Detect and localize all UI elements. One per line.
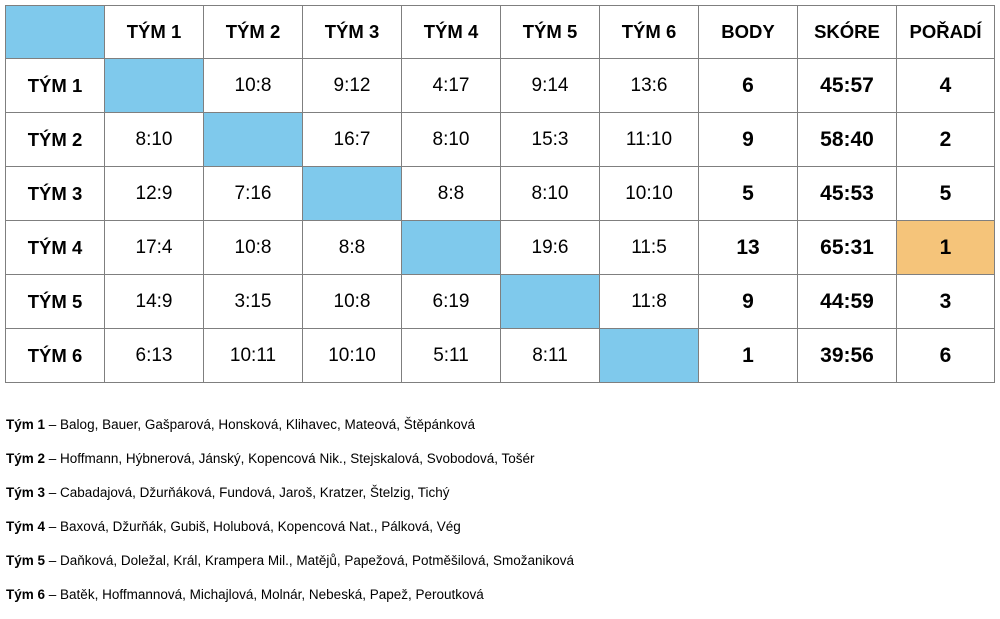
- match-result-cell: 10:10: [600, 167, 699, 221]
- roster-members: Baxová, Džurňák, Gubiš, Holubová, Kopencová Nat., Pálková, Vég: [60, 519, 461, 534]
- roster-members: Cabadajová, Džurňáková, Fundová, Jaroš, Kratzer, Štelzig, Tichý: [60, 485, 450, 500]
- match-result-cell: 9:14: [501, 59, 600, 113]
- roster-members: Batěk, Hoffmannová, Michajlová, Molnár, Nebeská, Papež, Peroutková: [60, 587, 484, 602]
- match-result-cell: 12:9: [105, 167, 204, 221]
- match-result-cell: 7:16: [204, 167, 303, 221]
- row-header: TÝM 6: [6, 329, 105, 383]
- roster-line: Tým 1 – Balog, Bauer, Gašparová, Honsková, Klihavec, Mateová, Štěpánková: [6, 417, 476, 432]
- table-row: [6, 221, 995, 275]
- roster-team-name: Tým 4: [6, 519, 46, 534]
- points-cell: 6: [699, 59, 798, 113]
- rank-cell: 5: [897, 167, 995, 221]
- table-row: [6, 113, 995, 167]
- match-result-cell: 6:19: [402, 275, 501, 329]
- rank-cell-winner: 1: [897, 221, 995, 275]
- rank-cell: 3: [897, 275, 995, 329]
- roster-team-name: Tým 2: [6, 451, 46, 466]
- score-cell: 44:59: [798, 275, 897, 329]
- column-header: TÝM 5: [501, 6, 600, 59]
- score-cell: 45:57: [798, 59, 897, 113]
- roster-line: Tým 5 – Daňková, Doležal, Král, Krampera Mil., Matějů, Papežová, Potměšilová, Smožaniková: [6, 553, 575, 568]
- match-result-cell: 9:12: [303, 59, 402, 113]
- match-result-cell: 14:9: [105, 275, 204, 329]
- match-result-cell: 10:8: [204, 221, 303, 275]
- roster-line: Tým 2 – Hoffmann, Hýbnerová, Jánský, Kopencová Nik., Stejskalová, Svobodová, Tošér: [6, 451, 535, 466]
- row-header: TÝM 4: [6, 221, 105, 275]
- roster-members: Hoffmann, Hýbnerová, Jánský, Kopencová Nik., Stejskalová, Svobodová, Tošér: [60, 451, 535, 466]
- column-header: TÝM 2: [204, 6, 303, 59]
- diagonal-cell: [402, 221, 501, 275]
- roster-team-name: Tým 6: [6, 587, 46, 602]
- match-result-cell: 8:10: [501, 167, 600, 221]
- score-cell: 39:56: [798, 329, 897, 383]
- score-cell: 58:40: [798, 113, 897, 167]
- column-header: TÝM 6: [600, 6, 699, 59]
- roster-team-name: Tým 3: [6, 485, 46, 500]
- diagonal-cell: [501, 275, 600, 329]
- roster-line: Tým 6 – Batěk, Hoffmannová, Michajlová, Molnár, Nebeská, Papež, Peroutková: [6, 587, 484, 602]
- match-result-cell: 10:10: [303, 329, 402, 383]
- team-rosters: [6, 415, 996, 619]
- roster-members: Balog, Bauer, Gašparová, Honsková, Klihavec, Mateová, Štěpánková: [60, 417, 476, 432]
- column-header: TÝM 3: [303, 6, 402, 59]
- match-result-cell: 8:8: [402, 167, 501, 221]
- diagonal-cell: [600, 329, 699, 383]
- roster-team-name: Tým 5: [6, 553, 46, 568]
- match-result-cell: 5:11: [402, 329, 501, 383]
- rank-cell: 2: [897, 113, 995, 167]
- table-row: [6, 275, 995, 329]
- roster-line: Tým 4 – Baxová, Džurňák, Gubiš, Holubová, Kopencová Nat., Pálková, Vég: [6, 519, 461, 534]
- row-header: TÝM 5: [6, 275, 105, 329]
- rank-cell: 4: [897, 59, 995, 113]
- roster-line: Tým 3 – Cabadajová, Džurňáková, Fundová, Jaroš, Kratzer, Štelzig, Tichý: [6, 485, 450, 500]
- column-header-rank: POŘADÍ: [897, 6, 995, 59]
- match-result-cell: 17:4: [105, 221, 204, 275]
- diagonal-cell: [105, 59, 204, 113]
- points-cell: 5: [699, 167, 798, 221]
- rank-cell: 6: [897, 329, 995, 383]
- match-result-cell: 4:17: [402, 59, 501, 113]
- column-header-score: SKÓRE: [798, 6, 897, 59]
- column-header: TÝM 4: [402, 6, 501, 59]
- match-result-cell: 3:15: [204, 275, 303, 329]
- column-header: TÝM 1: [105, 6, 204, 59]
- match-result-cell: 11:10: [600, 113, 699, 167]
- match-result-cell: 10:8: [303, 275, 402, 329]
- match-result-cell: 11:8: [600, 275, 699, 329]
- roster-members: Daňková, Doležal, Král, Krampera Mil., Matějů, Papežová, Potměšilová, Smožaniková: [60, 553, 575, 568]
- match-result-cell: 11:5: [600, 221, 699, 275]
- row-header: TÝM 2: [6, 113, 105, 167]
- row-header: TÝM 3: [6, 167, 105, 221]
- corner-cell: [6, 6, 105, 59]
- match-result-cell: 6:13: [105, 329, 204, 383]
- table-row: [6, 167, 995, 221]
- match-result-cell: 15:3: [501, 113, 600, 167]
- row-header: TÝM 1: [6, 59, 105, 113]
- match-result-cell: 16:7: [303, 113, 402, 167]
- score-cell: 65:31: [798, 221, 897, 275]
- match-result-cell: 8:11: [501, 329, 600, 383]
- score-cell: 45:53: [798, 167, 897, 221]
- match-result-cell: 13:6: [600, 59, 699, 113]
- table-row: [6, 329, 995, 383]
- points-cell: 9: [699, 113, 798, 167]
- diagonal-cell: [204, 113, 303, 167]
- points-cell: 9: [699, 275, 798, 329]
- results-table: [5, 5, 995, 383]
- match-result-cell: 10:8: [204, 59, 303, 113]
- match-result-cell: 8:10: [105, 113, 204, 167]
- match-result-cell: 8:8: [303, 221, 402, 275]
- points-cell: 13: [699, 221, 798, 275]
- points-cell: 1: [699, 329, 798, 383]
- match-result-cell: 19:6: [501, 221, 600, 275]
- table-row: [6, 59, 995, 113]
- match-result-cell: 8:10: [402, 113, 501, 167]
- match-result-cell: 10:11: [204, 329, 303, 383]
- roster-team-name: Tým 1: [6, 417, 46, 432]
- diagonal-cell: [303, 167, 402, 221]
- header-row: [6, 6, 995, 59]
- column-header-points: BODY: [699, 6, 798, 59]
